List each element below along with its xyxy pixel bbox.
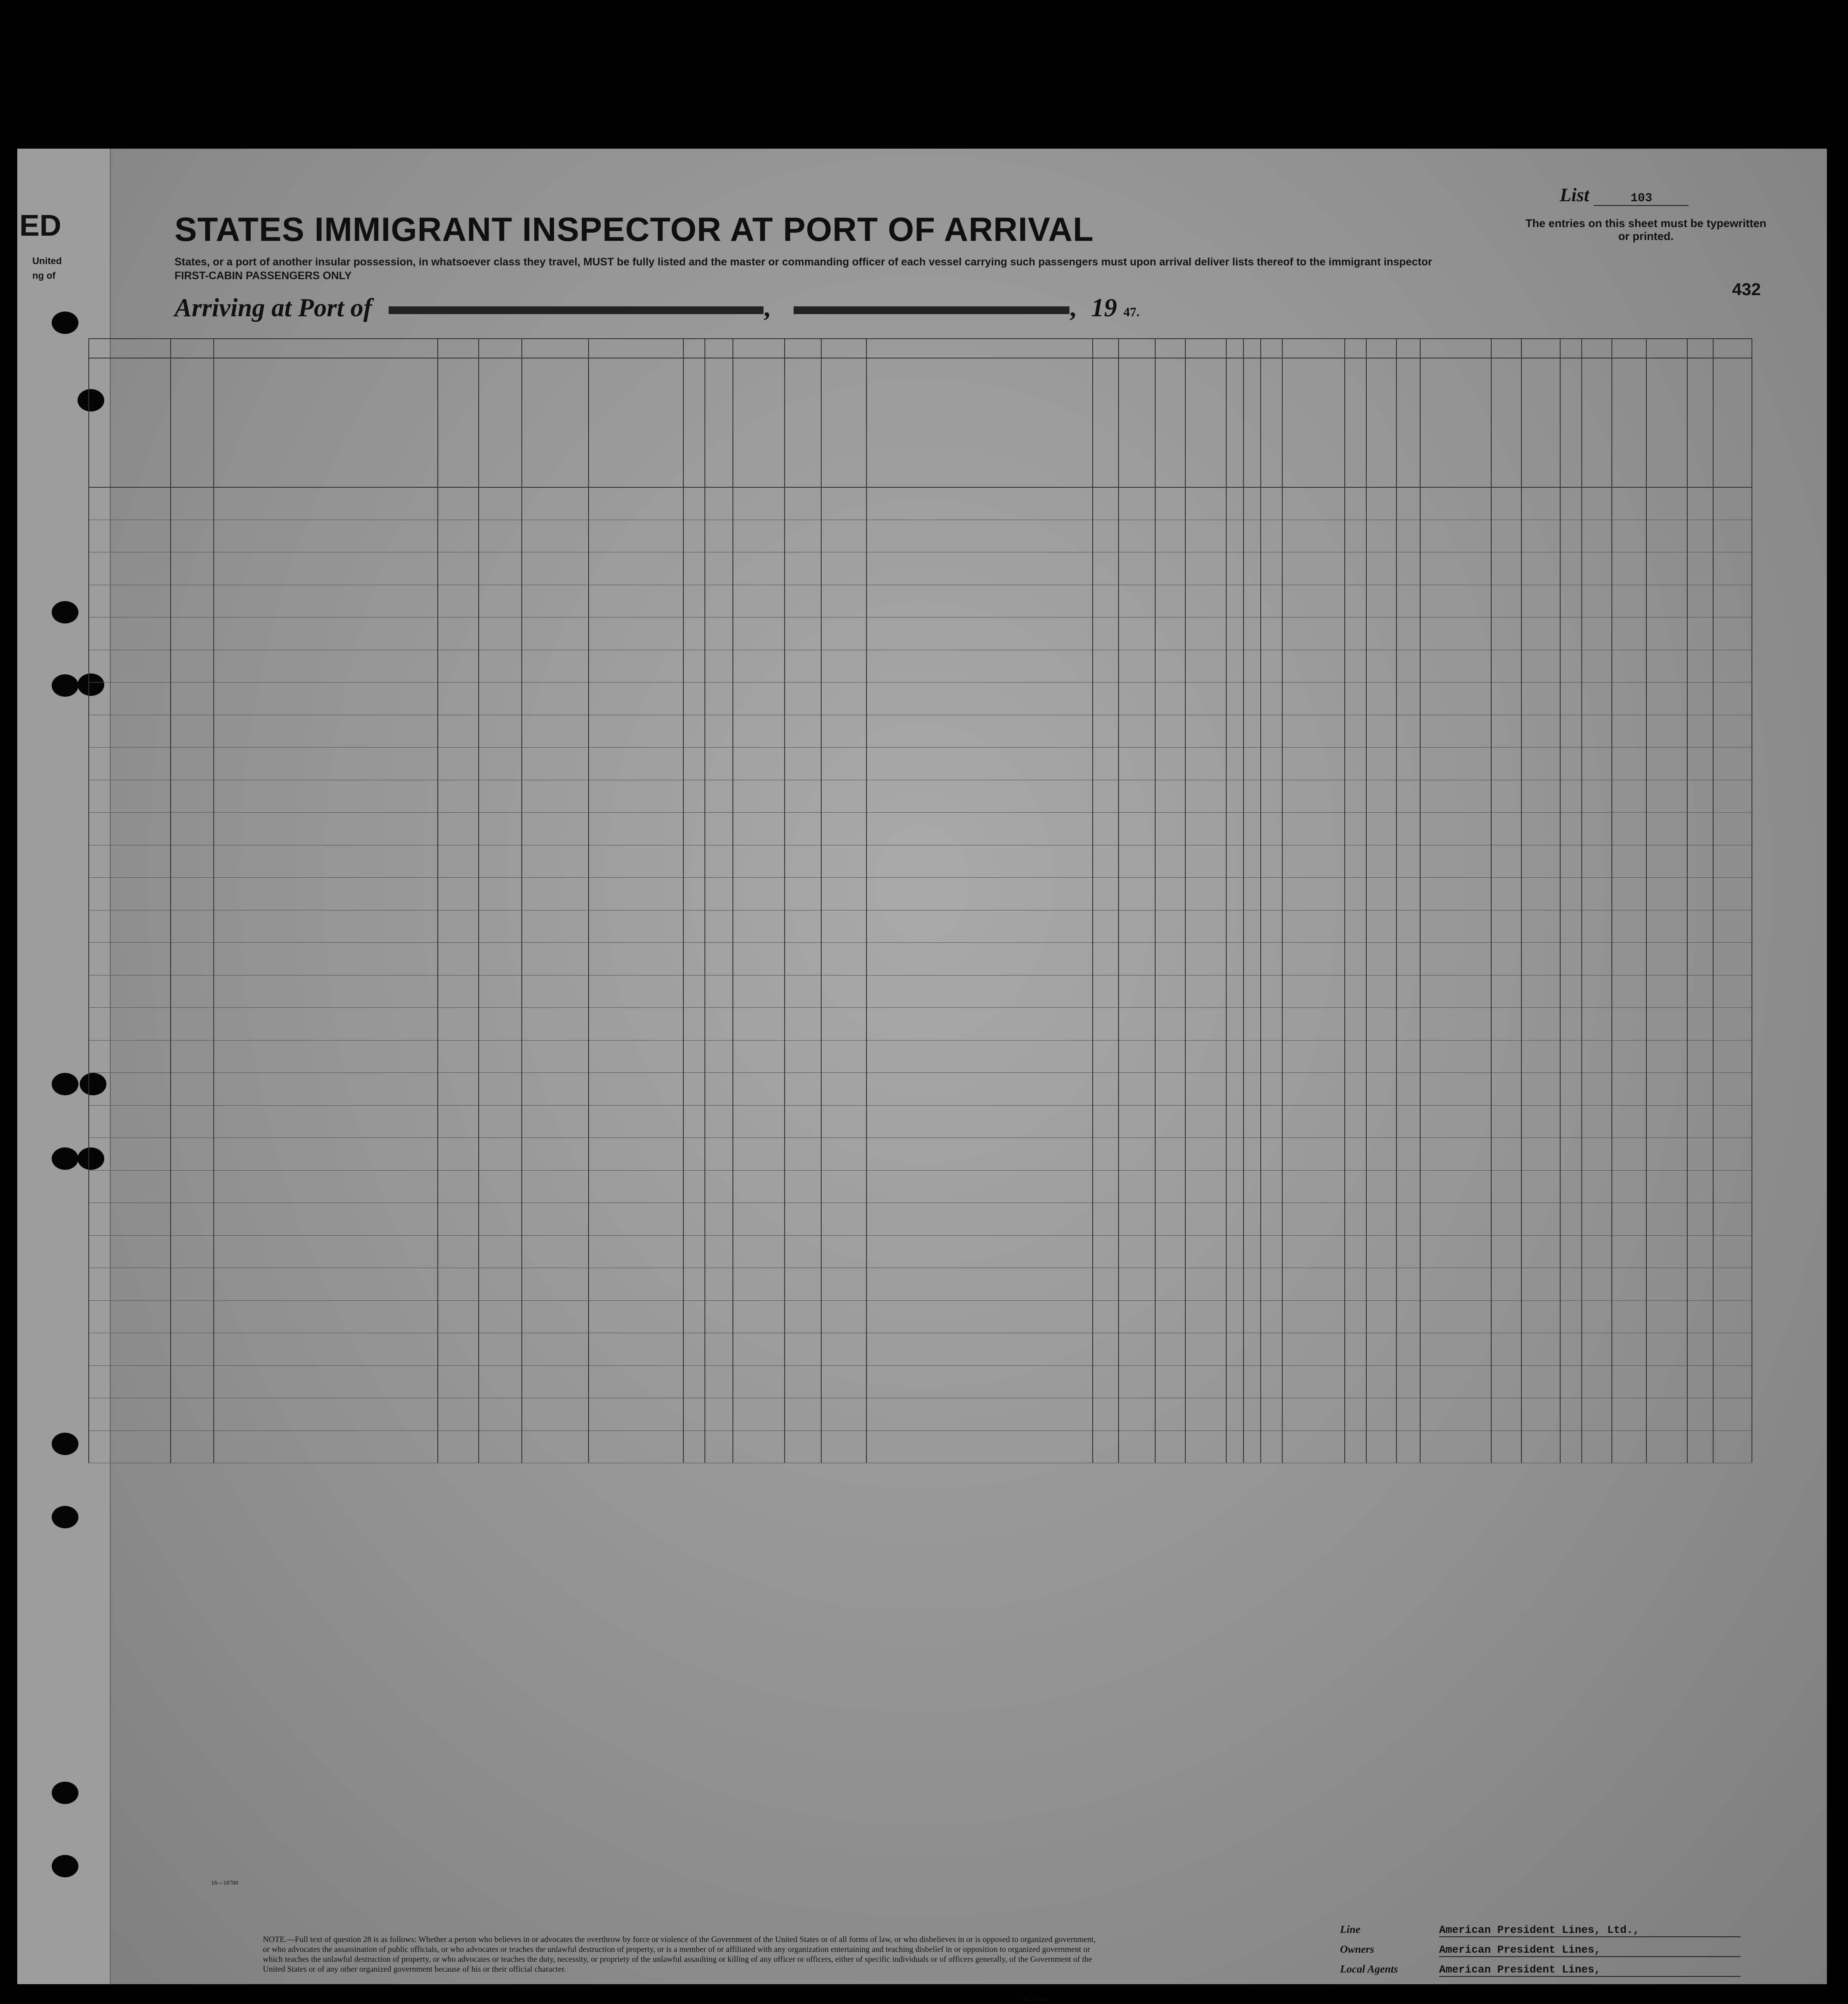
form-code: 16—18700	[211, 1880, 238, 1886]
list-number: 103	[1594, 192, 1689, 206]
column-rule	[1366, 338, 1367, 1463]
agents-value: American President Lines,	[1439, 1963, 1741, 1977]
column-rule	[213, 338, 214, 1463]
row-rule	[88, 1105, 1751, 1106]
column-rule	[784, 338, 785, 1463]
column-rule	[1243, 338, 1244, 1463]
subtitle-line: FIRST-CABIN PASSENGERS ONLY	[175, 270, 352, 282]
row-rule	[88, 682, 1751, 683]
column-rule	[1646, 338, 1647, 1463]
date-redacted	[794, 306, 1069, 314]
column-rule	[1713, 338, 1714, 1463]
column-rule	[1344, 338, 1345, 1463]
port-redacted	[389, 306, 764, 314]
punch-hole	[52, 1782, 78, 1804]
column-rule	[1092, 338, 1093, 1463]
row-rule	[88, 877, 1751, 878]
row-rule	[88, 1300, 1751, 1301]
punch-hole	[52, 674, 78, 697]
column-rule	[1185, 338, 1186, 1463]
list-note: The entries on this sheet must be typewritten or printed.	[1525, 217, 1767, 243]
form-title: STATES IMMIGRANT INSPECTOR AT PORT OF ARRIVAL	[175, 210, 1094, 248]
table-rule	[88, 338, 1751, 339]
column-rule	[1396, 338, 1397, 1463]
line-value: American President Lines, Ltd.,	[1439, 1924, 1741, 1937]
punch-hole	[78, 673, 104, 696]
agents-label: Local Agents	[1340, 1963, 1398, 1975]
arriving-at-port: Arriving at Port of , , 19 47.	[175, 293, 1140, 322]
row-rule	[88, 812, 1751, 813]
column-rule	[1521, 338, 1522, 1463]
punch-hole	[78, 1147, 104, 1170]
row-rule	[88, 975, 1751, 976]
column-rule	[170, 338, 171, 1463]
column-rule	[1611, 338, 1612, 1463]
list-number-box	[1560, 184, 1689, 206]
column-rule	[1491, 338, 1492, 1463]
row-rule	[88, 747, 1751, 748]
column-rule	[704, 338, 705, 1463]
owners-row	[1340, 1944, 1741, 1963]
row-rule	[88, 942, 1751, 943]
column-rule	[1751, 338, 1752, 1463]
table-rule	[88, 487, 1751, 488]
punch-hole	[52, 601, 78, 623]
column-rule	[1118, 338, 1119, 1463]
punch-hole	[78, 389, 104, 411]
manifest-sheet	[17, 149, 1827, 2004]
form-subtitle	[175, 255, 1747, 283]
list-label: List	[1560, 184, 1589, 206]
binding-fragment-text: ED	[19, 209, 62, 242]
year-prefix: 19	[1091, 293, 1117, 322]
row-rule	[88, 1170, 1751, 1171]
column-rule	[1581, 338, 1582, 1463]
punch-hole	[52, 1073, 78, 1095]
column-rule	[821, 338, 822, 1463]
punch-hole	[80, 1073, 106, 1095]
column-rule	[437, 338, 438, 1463]
agents-row	[1340, 1963, 1741, 1983]
owners-value: American President Lines,	[1439, 1944, 1741, 1957]
binding-strip	[17, 149, 111, 1984]
column-rule	[588, 338, 589, 1463]
punch-hole	[52, 1855, 78, 1877]
form-code: 16—18700	[1021, 1997, 1048, 2004]
row-rule	[88, 1072, 1751, 1073]
column-rule	[1282, 338, 1283, 1463]
subtitle-line: States, or a port of another insular possession, in whatsoever class they travel, MUST be fully listed and the master or commanding officer of each vessel carrying such passengers must upon arrival deliver lists thereof to the immigrant inspector	[175, 256, 1432, 268]
column-rule	[866, 338, 867, 1463]
owners-label: Owners	[1340, 1944, 1374, 1955]
row-rule	[88, 1007, 1751, 1008]
binding-fragment-text: United	[32, 256, 62, 266]
binding-fragment-text: ng of	[32, 270, 56, 281]
sheet-number: 432	[1732, 280, 1761, 299]
column-rule	[1560, 338, 1561, 1463]
column-rule	[1155, 338, 1156, 1463]
row-rule	[88, 1365, 1751, 1366]
question-28-note: NOTE.—Full text of question 28 is as follows: Whether a person who believes in or advocates the overthrow by force or violence of the Government of the United States or of all forms of law, or who disbelieves in or is opposed to organized government, or who advocates the assassination of public officials, or who advocates or teaches the unlawful destruction of property, or is a member of or affiliated with any organization entertaining and teaching disbelief in or opposition to organized government or which teaches the unlawful destruction of property, or who advocates or teaches the duty, necessity, or propriety of the unlawful assaulting or killing of any officer or officers, either of specific individuals or of officers generally, of the Government of the United States or of any other organized government because of his or their official character.	[263, 1935, 1096, 1974]
row-rule	[88, 1040, 1751, 1041]
column-rule	[1260, 338, 1261, 1463]
arriving-label: Arriving at Port of	[175, 293, 372, 322]
column-rule	[1226, 338, 1227, 1463]
column-rule	[1687, 338, 1688, 1463]
column-rule	[1420, 338, 1421, 1463]
year-suffix: 47.	[1123, 305, 1140, 319]
line-label: Line	[1340, 1924, 1361, 1935]
punch-hole	[52, 1433, 78, 1455]
line-row	[1340, 1924, 1741, 1944]
shipping-line-info	[1340, 1924, 1741, 1983]
punch-hole	[52, 1147, 78, 1170]
column-rule	[521, 338, 522, 1463]
column-rule	[683, 338, 684, 1463]
column-rule	[732, 338, 733, 1463]
punch-hole	[52, 312, 78, 334]
punch-hole	[52, 1506, 78, 1528]
row-rule	[88, 1235, 1751, 1236]
column-rule	[478, 338, 479, 1463]
column-rule	[88, 338, 89, 1463]
